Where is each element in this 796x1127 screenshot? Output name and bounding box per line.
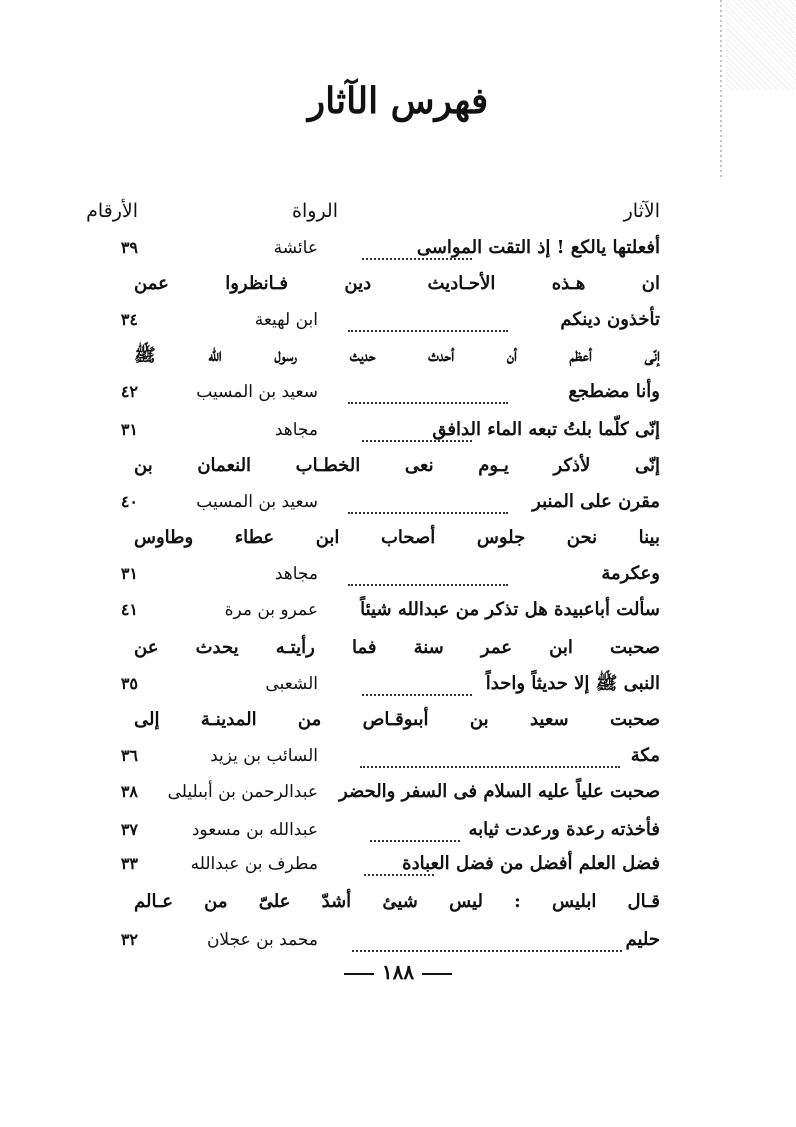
entry-text-line: النبى ﷺ إلا حديثاً واحداً (485, 673, 660, 694)
page-number: ١٨٨ (381, 960, 415, 984)
page-number-footer (0, 960, 796, 984)
entry-narrator: مطرف بن عبدالله (190, 854, 318, 874)
leader-dots (348, 316, 508, 332)
entry-text-line: إنّى لأذكر يـوم نعى الخطـاب النعمان بن (134, 455, 660, 476)
entry-narrator: عمرو بن مرة (224, 600, 318, 620)
entry-text-line: حليم (625, 929, 660, 950)
entry-number: ٣٣ (120, 854, 138, 873)
entry-text-line: وعكرمة (601, 563, 660, 584)
entry-number: ٤٠ (120, 492, 138, 511)
entry-text-line: بينا نحن جلوس أصحاب ابن عطاء وطاوس (134, 527, 660, 548)
leader-dots (370, 826, 460, 842)
page-title: فهرس الآثار (307, 80, 489, 122)
entry-text-line: صحبت سعيد بن أبىوقـاص من المدينـة إلى (134, 709, 660, 730)
folio-dash (344, 973, 374, 975)
entry-narrator: سعيد بن المسيب (196, 382, 318, 402)
leader-dots (362, 244, 472, 260)
entry-number: ٣٩ (120, 238, 138, 257)
entry-narrator: السائب بن يزيد (210, 746, 318, 766)
entry-number: ٣٧ (120, 820, 138, 839)
folio-dash (422, 973, 452, 975)
entry-number: ٣٦ (120, 746, 138, 765)
header-narrators: الرواة (292, 200, 338, 222)
entry-narrator: محمد بن عجلان (206, 930, 318, 950)
leader-dots (348, 570, 508, 586)
header-numbers: الأرقام (86, 200, 138, 222)
entry-text-line: إنّى كلّما بلتُ تبعه الماء الدافق (432, 419, 660, 440)
entry-text-line: فضل العلم أفضل من فضل العبادة (402, 853, 660, 874)
entry-text-line: مقرن على المنبر (532, 491, 660, 512)
entry-number: ٣٤ (120, 310, 138, 329)
header-athar: الآثار (623, 200, 660, 222)
entry-narrator: ابن لهيعة (254, 310, 318, 330)
entry-text-line: ان هـذه الأحـاديث دين فـانظروا عمن (134, 273, 660, 294)
entry-number: ٣١ (120, 420, 138, 439)
entry-narrator: سعيد بن المسيب (196, 492, 318, 512)
entry-narrator: عائشة (273, 238, 318, 258)
entry-text-line: مكة (630, 745, 660, 766)
entry-number: ٤٢ (120, 382, 138, 401)
entry-number: ٣٥ (120, 674, 138, 693)
entry-narrator: عبدالله بن مسعود (191, 820, 318, 840)
entry-narrator: مجاهد (274, 420, 318, 440)
leader-dots (352, 936, 622, 952)
entry-number: ٣١ (120, 564, 138, 583)
leader-dots (362, 426, 472, 442)
entry-text-line: أفعلتها يالكع ! إذ التقت المواسى (416, 237, 660, 258)
entry-text-line: صحبت ابن عمر سنة فما رأيتـه يحدث عن (134, 637, 660, 658)
leader-dots (348, 388, 508, 404)
entry-text-line: قـال ابليس : ليس شيئ أشدّ علىّ من عـالم (134, 891, 660, 912)
entry-number: ٣٢ (120, 930, 138, 949)
entry-text-line: إنّى أعظم أن أحدث حديث رسول الله ﷺ (134, 345, 660, 366)
entry-text-line: تأخذون دينكم (560, 309, 660, 330)
leader-dots (362, 680, 472, 696)
entry-narrator: مجاهد (274, 564, 318, 584)
scan-edge-noise (726, 0, 796, 90)
entry-text-line: سألت أباعبيدة هل تذكر من عبدالله شيئاً (360, 599, 660, 620)
leader-dots (348, 498, 508, 514)
leader-dots (364, 860, 434, 876)
entry-text-line: وأنا مضطجع (568, 381, 660, 402)
entry-number: ٤١ (120, 600, 138, 619)
entry-narrator: الشعبى (265, 674, 318, 694)
entry-text-line: صحبت علياً عليه السلام فى السفر والحضر (339, 781, 660, 802)
entry-number: ٣٨ (120, 782, 138, 801)
entry-text-line: فأخذته رعدة ورعدت ثيابه (468, 819, 660, 840)
entry-narrator: عبدالرحمن بن أبىليلى (167, 782, 318, 802)
leader-dots (360, 752, 620, 768)
